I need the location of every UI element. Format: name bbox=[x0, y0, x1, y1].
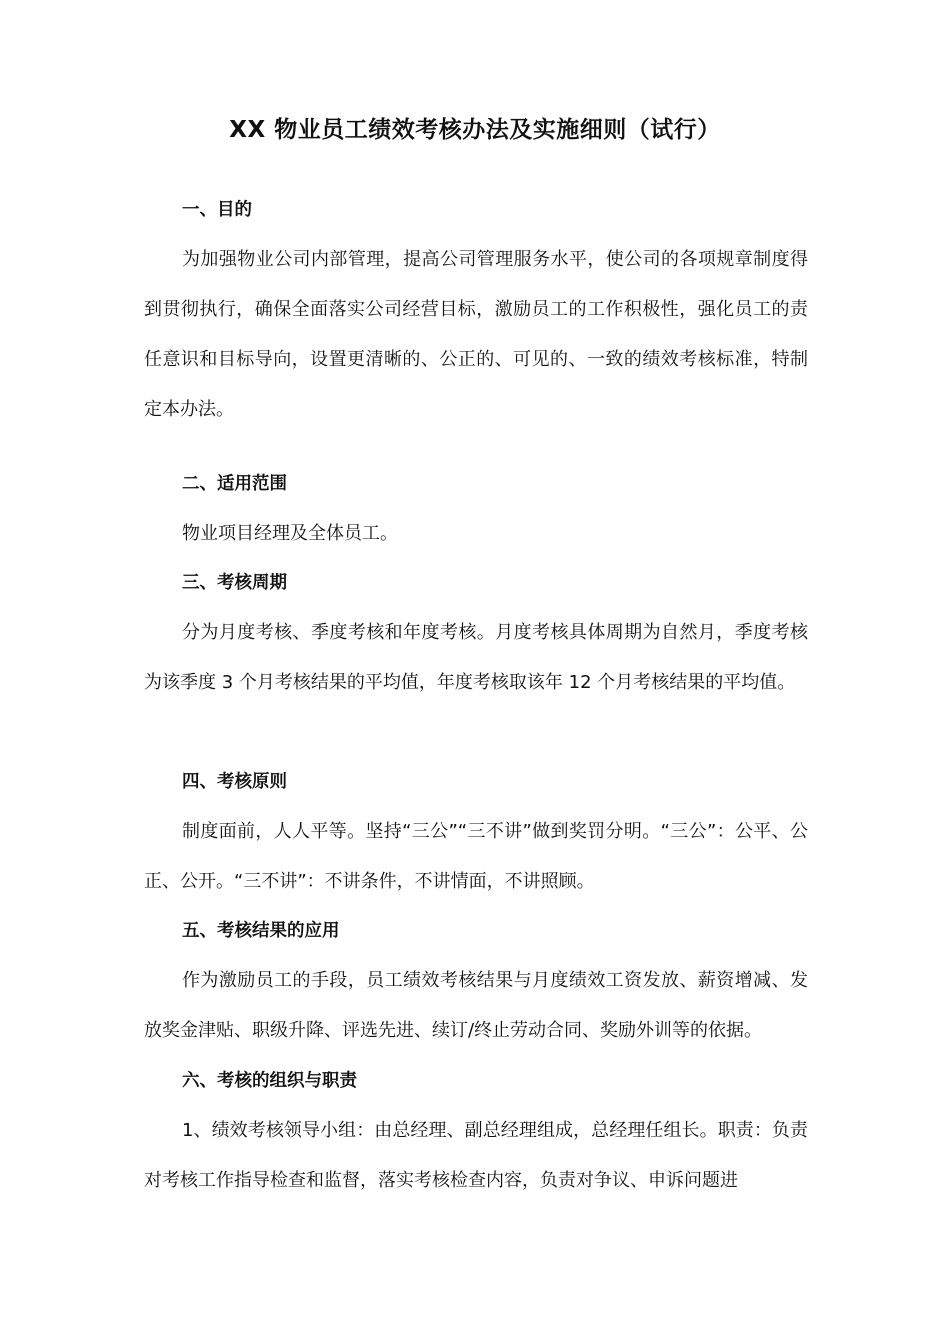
section-heading-purpose: 一、目的 bbox=[182, 200, 252, 220]
section-paragraph-cycle: 分为月度考核、季度考核和年度考核。月度考核具体周期为自然月，季度考核为该季度 3 个月考核结果的平均值，年度考核取该年 12 个月考核结果的平均值。 bbox=[144, 622, 808, 693]
section-paragraph-organization: 1、绩效考核领导小组：由总经理、副总经理组成，总经理任组长。职责：负责对考核工作指导检查和监督，落实考核检查内容，负责对争议、申诉问题进 bbox=[144, 1120, 808, 1191]
section-paragraph-scope: 物业项目经理及全体员工。 bbox=[182, 523, 398, 544]
section-heading-application: 五、考核结果的应用 bbox=[182, 921, 340, 941]
section-paragraph-application: 作为激励员工的手段，员工绩效考核结果与月度绩效工资发放、薪资增减、发放奖金津贴、职级升降、评选先进、续订/终止劳动合同、奖励外训等的依据。 bbox=[144, 970, 808, 1041]
section-paragraph-purpose: 为加强物业公司内部管理，提高公司管理服务水平，使公司的各项规章制度得到贯彻执行，确保全面落实公司经营目标，激励员工的工作积极性，强化员工的责任意识和目标导向，设置更清晰的、公正的、可见的、一致的绩效考核标准，特制定本办法。 bbox=[144, 249, 808, 420]
section-heading-scope: 二、适用范围 bbox=[182, 474, 287, 494]
section-heading-principles: 四、考核原则 bbox=[182, 772, 287, 792]
section-paragraph-principles: 制度面前，人人平等。坚持“三公”“三不讲”做到奖罚分明。“三公”：公平、公正、公开。“三不讲”：不讲条件，不讲情面，不讲照顾。 bbox=[144, 821, 808, 892]
section-heading-cycle: 三、考核周期 bbox=[182, 573, 287, 593]
document-title: XX 物业员工绩效考核办法及实施细则（试行） bbox=[229, 117, 721, 143]
section-heading-organization: 六、考核的组织与职责 bbox=[182, 1071, 357, 1091]
